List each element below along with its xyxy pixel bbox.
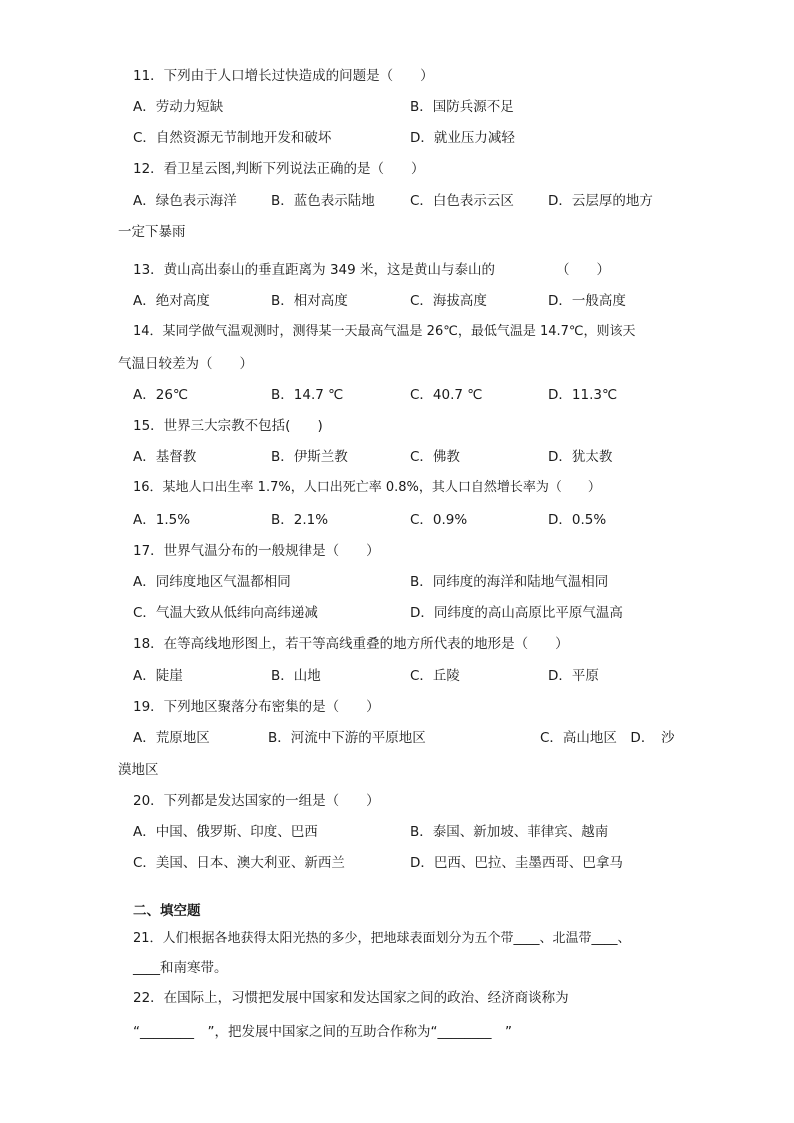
q14-option-b: B．14.7 ℃: [271, 387, 344, 403]
q18-option-c: C．丘陵: [410, 668, 460, 684]
q13-stem: 13．黄山高出泰山的垂直距离为 349 米，这是黄山与泰山的: [133, 262, 496, 278]
q15-option-a: A．基督教: [133, 449, 197, 465]
q15-option-b: B．伊斯兰教: [271, 449, 348, 465]
q15-option-c: C．佛教: [410, 449, 460, 465]
q18-option-d: D．平原: [548, 668, 599, 684]
q13-option-d: D．一般高度: [548, 293, 626, 309]
q16-option-a: A．1.5%: [133, 512, 191, 528]
q17-stem: 17．世界气温分布的一般规律是（ ）: [133, 543, 380, 559]
q14-option-d: D．11.3℃: [548, 387, 618, 403]
q18-option-b: B．山地: [271, 668, 321, 684]
q14-stem: 14．某同学做气温观测时，测得某一天最高气温是 26℃，最低气温是 14.7℃，则该天: [133, 324, 636, 339]
q19-continuation: 漠地区: [118, 762, 159, 778]
q19-option-b: B．河流中下游的平原地区: [268, 730, 426, 746]
q20-option-b: B．泰国、新加坡、菲律宾、越南: [410, 824, 609, 840]
q11-option-c: C．自然资源无节制地开发和破坏: [133, 130, 332, 146]
q12-option-a: A．绿色表示海洋: [133, 193, 237, 209]
q18-option-a: A．陡崖: [133, 668, 183, 684]
q16-option-c: C．0.9%: [410, 512, 468, 528]
q20-option-d: D．巴西、巴拉、圭墨西哥、巴拿马: [410, 855, 623, 871]
section-title-fill-in: 二、填空题: [133, 903, 201, 919]
q12-continuation: 一定下暴雨: [118, 224, 186, 240]
q12-option-d: D．云层厚的地方: [548, 193, 653, 209]
q11-option-b: B．国防兵源不足: [410, 99, 514, 115]
q13-paren: （ ）: [556, 262, 610, 278]
q14-option-c: C．40.7 ℃: [410, 387, 483, 403]
q17-option-a: A．同纬度地区气温都相同: [133, 574, 291, 590]
q15-option-d: D．犹太教: [548, 449, 613, 465]
q11-stem: 11．下列由于人口增长过快造成的问题是（ ）: [133, 68, 434, 84]
q16-option-b: B．2.1%: [271, 512, 329, 528]
q22-line1: 22．在国际上，习惯把发展中国家和发达国家之间的政治、经济商谈称为: [133, 990, 569, 1006]
q19-stem: 19．下列地区聚落分布密集的是（ ）: [133, 699, 380, 715]
q13-option-b: B．相对高度: [271, 293, 348, 309]
q11-option-a: A．劳动力短缺: [133, 99, 224, 115]
q21-line1: 21．人们根据各地获得太阳光热的多少，把地球表面划分为五个带____、北温带____、: [133, 931, 631, 946]
q20-option-c: C．美国、日本、澳大利亚、新西兰: [133, 855, 345, 871]
q17-option-d: D．同纬度的高山高原比平原气温高: [410, 605, 623, 621]
q21-line2: ____和南寒带。: [133, 960, 228, 976]
q15-stem: 15．世界三大宗教不包括( ): [133, 418, 323, 434]
q11-option-d: D．就业压力减轻: [410, 130, 515, 146]
q13-option-a: A．绝对高度: [133, 293, 210, 309]
q16-stem: 16．某地人口出生率 1.7%，人口出死亡率 0.8%，其人口自然增长率为（ ）: [133, 480, 601, 495]
q17-option-b: B．同纬度的海洋和陆地气温相同: [410, 574, 609, 590]
q17-option-c: C．气温大致从低纬向高纬递减: [133, 605, 318, 621]
q14-option-a: A．26℃: [133, 387, 189, 403]
q13-option-c: C．海拔高度: [410, 293, 487, 309]
q14-continuation: 气温日较差为（ ）: [118, 356, 253, 372]
q18-stem: 18．在等高线地形图上，若干等高线重叠的地方所代表的地形是（ ）: [133, 636, 569, 652]
q20-option-a: A．中国、俄罗斯、印度、巴西: [133, 824, 318, 840]
q22-line2: “________ ”，把发展中国家之间的互助合作称为“________ ”: [133, 1024, 512, 1040]
q16-option-d: D．0.5%: [548, 512, 607, 528]
q12-option-c: C．白色表示云区: [410, 193, 514, 209]
q20-stem: 20．下列都是发达国家的一组是（ ）: [133, 793, 380, 809]
q12-option-b: B．蓝色表示陆地: [271, 193, 375, 209]
q19-option-cd: C．高山地区 D． 沙: [540, 730, 675, 746]
q19-option-a: A．荒原地区: [133, 730, 210, 746]
q12-stem: 12．看卫星云图,判断下列说法正确的是（ ）: [133, 161, 425, 177]
